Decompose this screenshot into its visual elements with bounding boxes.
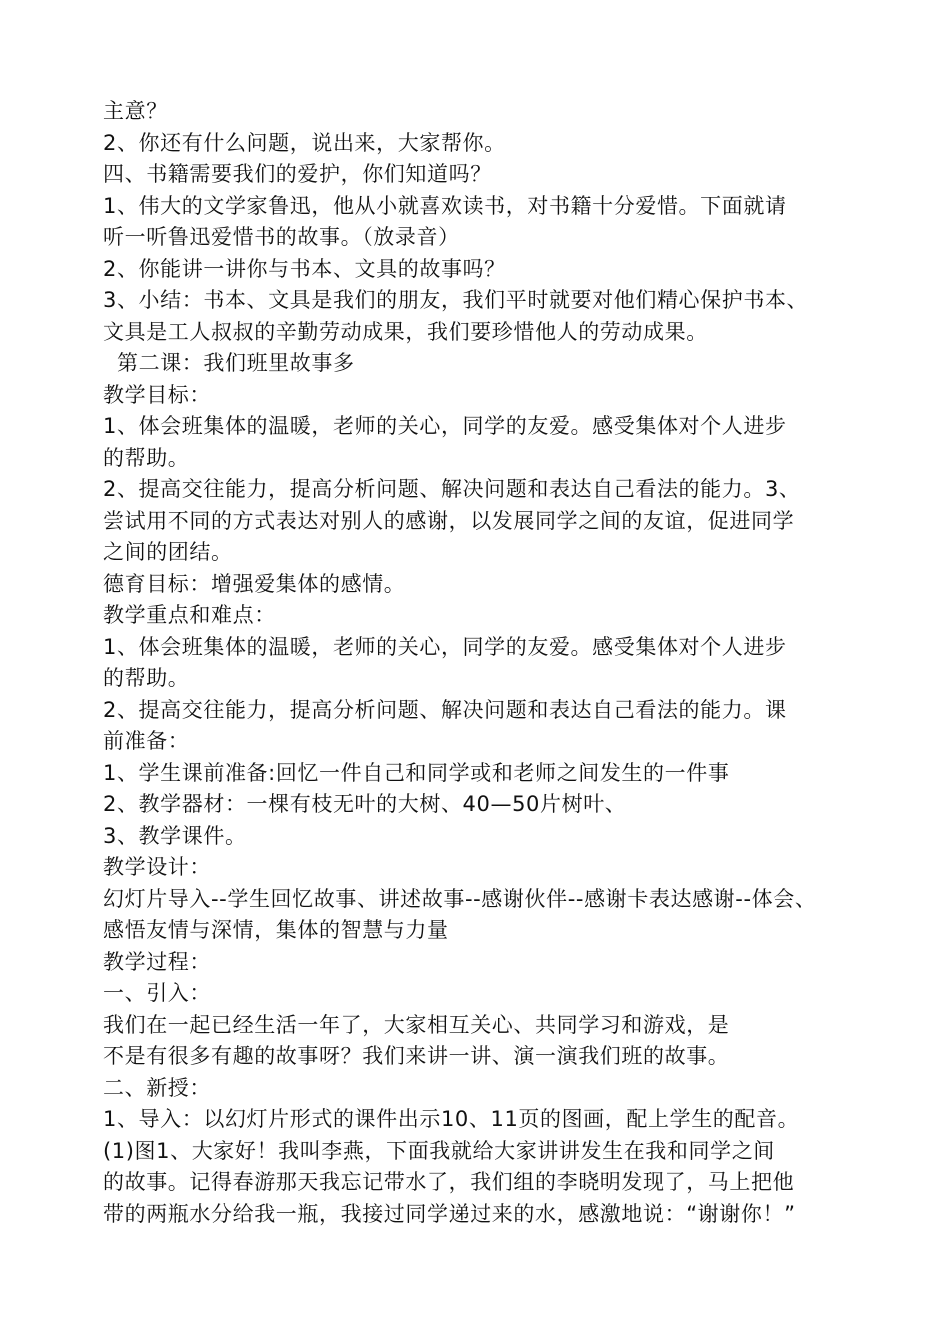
- text-line: 幻灯片导入--学生回忆故事、讲述故事--感谢伙伴--感谢卡表达感谢--体会、: [103, 886, 817, 911]
- text-line: 带的两瓶水分给我一瓶，我接过同学递过来的水，感激地说：“谢谢你！”: [103, 1201, 796, 1226]
- text-line: (1)图1、大家好！我叫李燕，下面我就给大家讲讲发生在我和同学之间: [103, 1138, 775, 1163]
- text-line: 文具是工人叔叔的辛勤劳动成果，我们要珍惜他人的劳动成果。: [103, 319, 708, 344]
- text-line: 听一听鲁迅爱惜书的故事。（放录音）: [103, 225, 460, 249]
- text-line: 1、导入：以幻灯片形式的课件出示10、11页的图画，配上学生的配音。: [103, 1107, 800, 1131]
- text-line: 3、教学课件。: [103, 823, 247, 848]
- text-line: 1、体会班集体的温暖，老师的关心，同学的友爱。感受集体对个人进步: [103, 414, 787, 438]
- section-heading: 教学设计：: [103, 855, 211, 879]
- document-body: [103, 96, 863, 1230]
- text-line: 3、小结：书本、文具是我们的朋友，我们平时就要对他们精心保护书本、: [103, 288, 809, 312]
- text-line: 2、你还有什么问题，说出来，大家帮你。: [103, 130, 506, 155]
- text-line: 1、学生课前准备:回忆一件自己和同学或和老师之间发生的一件事: [103, 760, 730, 785]
- section-heading: 教学重点和难点：: [103, 603, 276, 627]
- section-heading: 一、引入：: [103, 981, 211, 1005]
- text-line: 不是有很多有趣的故事呀？我们来讲一讲、演一演我们班的故事。: [103, 1044, 730, 1068]
- text-line: 的帮助。: [103, 445, 190, 470]
- section-heading: 教学过程：: [103, 949, 211, 974]
- text-line: 2、教学器材：一棵有枝无叶的大树、40—50片树叶、: [103, 792, 627, 816]
- text-line: 2、提高交往能力，提高分析问题、解决问题和表达自己看法的能力。3、: [103, 477, 801, 501]
- text-line: 2、你能讲一讲你与书本、文具的故事吗？: [103, 256, 506, 281]
- lesson-title: 第二课：我们班里故事多: [117, 351, 355, 375]
- text-line: 主意？: [103, 99, 168, 123]
- text-line: 2、提高交往能力，提高分析问题、解决问题和表达自己看法的能力。课: [103, 697, 787, 722]
- text-line: 感悟友情与深情，集体的智慧与力量: [103, 918, 449, 942]
- text-line: 前准备：: [103, 729, 190, 753]
- section-heading: 教学目标：: [103, 382, 211, 407]
- text-line: 尝试用不同的方式表达对别人的感谢，以发展同学之间的友谊，促进同学: [103, 508, 795, 533]
- text-line: 的帮助。: [103, 666, 190, 690]
- text-line: 的故事。记得春游那天我忘记带水了，我们组的李晓明发现了，马上把他: [103, 1170, 795, 1194]
- text-line: 德育目标：增强爱集体的感情。: [103, 571, 406, 596]
- section-heading: 四、书籍需要我们的爱护，你们知道吗？: [103, 162, 492, 186]
- text-line: 1、体会班集体的温暖，老师的关心，同学的友爱。感受集体对个人进步: [103, 634, 787, 659]
- text-line: 1、伟大的文学家鲁迅，他从小就喜欢读书，对书籍十分爱惜。下面就请: [103, 193, 787, 218]
- text-line: 我们在一起已经生活一年了，大家相互关心、共同学习和游戏，是: [103, 1012, 730, 1037]
- text-line: 之间的团结。: [103, 540, 233, 564]
- section-heading: 二、新授：: [103, 1075, 211, 1100]
